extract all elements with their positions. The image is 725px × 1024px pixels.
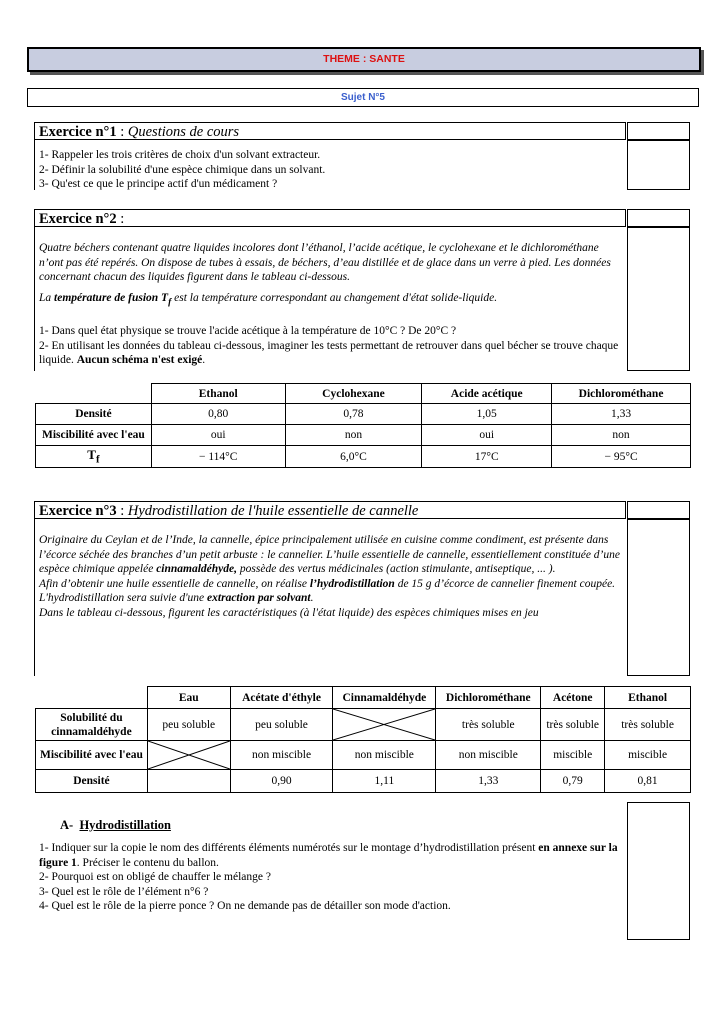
table-row <box>36 404 691 425</box>
exercise-2-tf-definition: La température de fusion $T_f$ est la température correspondant au changement d'état solide-liquide. <box>39 292 498 308</box>
table-header: Acide acétique <box>422 384 552 404</box>
table-cell: − 114°C <box>151 446 285 468</box>
table-cell: 1,05 <box>422 404 552 425</box>
table-cell: 1,33 <box>552 404 691 425</box>
table-cell: 0,79 <box>541 770 605 793</box>
table-row <box>36 446 691 468</box>
crossed-out-cell <box>147 741 230 770</box>
exercise-3-mark-box <box>627 519 690 676</box>
table-cell: oui <box>151 425 285 446</box>
section-a-heading: A- Hydrodistillation <box>60 818 171 832</box>
question: 3- Qu'est ce que le principe actif d'un médicament ? <box>39 178 278 190</box>
exercise-2-title: Exercice n°2 : <box>34 209 626 227</box>
row-label: Densité <box>36 770 148 793</box>
exercise-1-questions <box>39 148 621 192</box>
cross-mark <box>148 741 230 769</box>
question: 2- En utilisant les données du tableau ci-dessous, imaginer les tests permettant de retrouver dans quel bécher se trouve chaque liquide. Aucun schéma n'est exigé. <box>39 339 619 366</box>
paragraph: Dans le tableau ci-dessous, figurent les caractéristiques (à l'état liquide) des espèces chimiques mises en jeu <box>39 606 539 619</box>
table-cell: non miscible <box>230 741 333 770</box>
table-header: Eau <box>147 687 230 709</box>
table-header: Dichlorométhane <box>552 384 691 404</box>
table-cell: 1,33 <box>436 770 541 793</box>
table-cell: très soluble <box>541 709 605 741</box>
table-header: Acétate d'éthyle <box>230 687 333 709</box>
table-row <box>36 741 691 770</box>
table-cell: très soluble <box>605 709 691 741</box>
species-table <box>35 686 691 793</box>
question: 2- Pourquoi est on obligé de chauffer le mélange ? <box>39 871 271 883</box>
table-header: Acétone <box>541 687 605 709</box>
table-cell: 1,11 <box>333 770 436 793</box>
table-row <box>36 425 691 446</box>
table-cell: miscible <box>605 741 691 770</box>
table-header: Ethanol <box>151 384 285 404</box>
exercise-2-border <box>34 227 35 371</box>
question: 4- Quel est le rôle de la pierre ponce ? On ne demande pas de détailler son mode d'action. <box>39 900 451 912</box>
table-cell: 17°C <box>422 446 552 468</box>
table-cell: 0,81 <box>605 770 691 793</box>
question: 1- Dans quel état physique se trouve l'acide acétique à la température de 10°C ? De 20°C ? <box>39 325 457 337</box>
table-cell: oui <box>422 425 552 446</box>
table-cell: non <box>552 425 691 446</box>
liquids-table <box>35 383 691 468</box>
exercise-3-mark-header <box>627 501 690 519</box>
row-label: $T_f$ <box>36 446 152 468</box>
exercise-2-mark-header <box>627 209 690 227</box>
table-corner <box>36 687 148 709</box>
cross-mark <box>333 709 435 740</box>
table-cell: − 95°C <box>552 446 691 468</box>
table-cell: très soluble <box>436 709 541 741</box>
table-header: Ethanol <box>605 687 691 709</box>
table-cell: non miscible <box>333 741 436 770</box>
section-a-questions <box>39 841 621 914</box>
exercise-2-questions <box>39 324 621 368</box>
exercise-1-title: Exercice n°1 : Questions de cours <box>34 122 626 140</box>
paragraph: L'hydrodistillation sera suivie d'une extraction par solvant. <box>39 592 314 604</box>
table-cell: 6,0°C <box>285 446 422 468</box>
table-cell: non miscible <box>436 741 541 770</box>
question: 3- Quel est le rôle de l’élément n°6 ? <box>39 885 209 898</box>
exercise-1-mark-box <box>627 140 690 190</box>
question: 1- Indiquer sur la copie le nom des différents éléments numérotés sur le montage d’hydrodistillation présent en annexe sur la figure 1. Préciser le contenu du ballon. <box>39 842 618 869</box>
table-row <box>36 770 691 793</box>
table-cell: miscible <box>541 741 605 770</box>
table-cell: non <box>285 425 422 446</box>
table-row <box>36 709 691 741</box>
table-header: Cyclohexane <box>285 384 422 404</box>
row-label: Densité <box>36 404 152 425</box>
exercise-2-mark-box <box>627 227 690 371</box>
table-cell: 0,80 <box>151 404 285 425</box>
row-label: Miscibilité avec l'eau <box>36 425 152 446</box>
row-label: Solubilité du cinnamaldéhyde <box>36 709 148 741</box>
sujet-banner: Sujet N°5 <box>27 88 699 107</box>
table-header: Dichlorométhane <box>436 687 541 709</box>
question: 1- Rappeler les trois critères de choix d'un solvant extracteur. <box>39 149 321 161</box>
paragraph: Afin d’obtenir une huile essentielle de cannelle, on réalise l’hydrodistillation de 15 g d’écorce de cannelier finement coupée. <box>39 577 616 590</box>
table-cell: 0,90 <box>230 770 333 793</box>
table-corner <box>36 384 152 404</box>
table-header: Cinnamaldéhyde <box>333 687 436 709</box>
table-cell <box>147 770 230 793</box>
exercise-1-border <box>34 140 35 190</box>
row-label: Miscibilité avec l'eau <box>36 741 148 770</box>
exercise-3-border <box>34 519 35 676</box>
theme-banner: THEME : SANTE <box>27 47 701 72</box>
exercise-1-mark-header <box>627 122 690 140</box>
exercise-2-intro: Quatre béchers contenant quatre liquides incolores dont l’éthanol, l’acide acétique, le cyclohexane et le dichlorométhane n’ont pas été repérés. On dispose de tubes à essais, de béchers, d’eau distillée et de glace dans un verre à pied. Les données concernant chacun des liquides figurent dans le tableau ci-dessous. <box>39 242 611 283</box>
exercise-3-text <box>39 533 621 620</box>
section-a-mark-box <box>627 802 690 940</box>
exercise-3-title: Exercice n°3 : Hydrodistillation de l'huile essentielle de cannelle <box>34 501 626 519</box>
paragraph: Originaire du Ceylan et de l’Inde, la cannelle, épice principalement utilisée en cuisine comme condiment, est présente dans l’écorce séchée des branches d’un petit arbuste : le cannelier. L’huile essentielle de cannelle, essentiellement constituée d’une espèce chimique appelée cinnamaldéhyde, possède des vertus médicinales (action stimulante, antiseptique, ... ). <box>39 534 620 575</box>
table-cell: peu soluble <box>147 709 230 741</box>
table-cell: peu soluble <box>230 709 333 741</box>
crossed-out-cell <box>333 709 436 741</box>
question: 2- Définir la solubilité d'une espèce chimique dans un solvant. <box>39 163 326 176</box>
table-cell: 0,78 <box>285 404 422 425</box>
